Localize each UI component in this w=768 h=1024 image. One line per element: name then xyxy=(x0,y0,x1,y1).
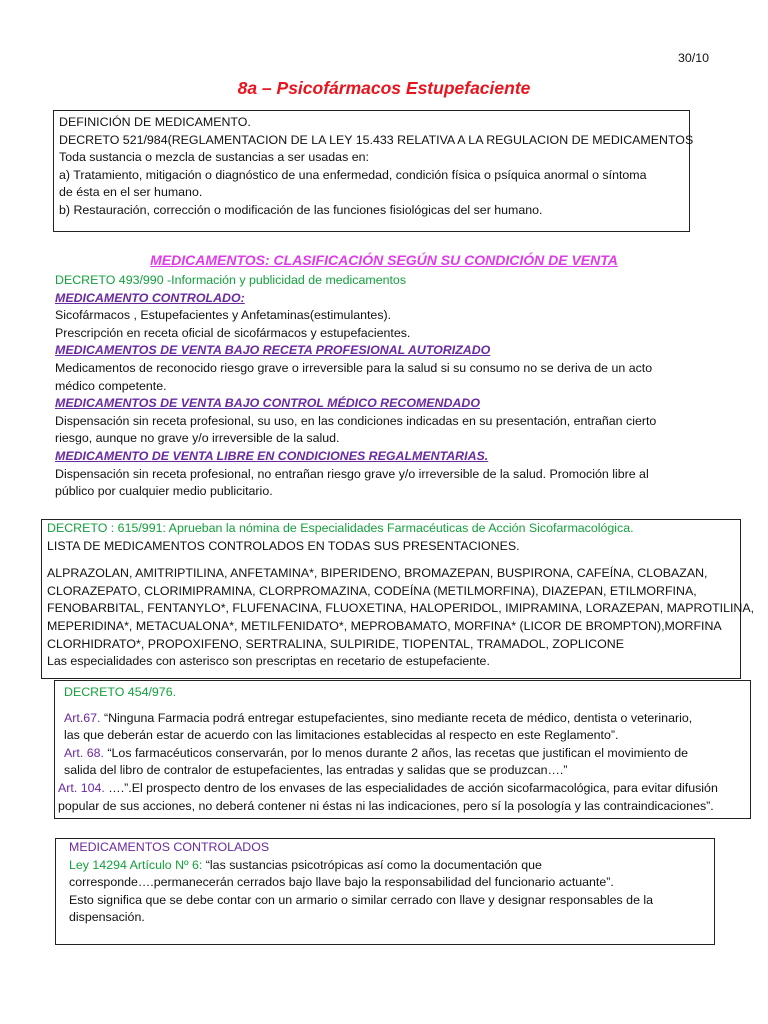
controlled-text: “las sustancias psicotrópicas así como la documentación que xyxy=(205,857,542,872)
category-line: Medicamentos de reconocido riesgo grave o irreversible para la salud si su consumo no se deriva de un acto xyxy=(55,360,653,375)
controlled-text: corresponde….permanecerán cerrados bajo llave bajo la responsabilidad del funcionario actuante”. xyxy=(69,875,614,890)
drug-list-line: FENOBARBITAL, FENTANYLO*, FLUFENACINA, FLUOXETINA, HALOPERIDOL, IMIPRAMINA, LORAZEPAN, MAPROTILINA, xyxy=(47,601,755,616)
decree-615: DECRETO : 615/991: Aprueban la nómina de Especialidades Farmacéuticas de Acción Sicofarmacológica. xyxy=(47,521,634,535)
drug-list-line: CLORHIDRATO*, PROPOXIFENO, SERTRALINA, SULPIRIDE, TIOPENTAL, TRAMADOL, ZOPLICONE xyxy=(47,636,624,651)
article-text: ….”.El prospecto dentro de los envases de las especialidades de acción sicofarmacológica, para evitar difusión xyxy=(108,780,718,795)
article-text: salida del libro de contralor de estupefacientes, las entradas y salidas que se produzcan….” xyxy=(64,763,568,778)
drug-list-line: CLORAZEPATO, CLORIMIPRAMINA, CLORPROMAZINA, CODEÍNA (METILMORFINA), DIAZEPAN, ETILMORFINA, xyxy=(47,583,697,598)
definition-line: a) Tratamiento, mitigación o diagnóstico de una enfermedad, condición física o psíquica anormal o síntoma xyxy=(59,167,647,182)
category-line: médico competente. xyxy=(55,378,167,393)
article-label: Art. 68. xyxy=(64,745,104,760)
category-line: Prescripción en receta oficial de sicofármacos y estupefacientes. xyxy=(55,325,411,340)
category-line: Sicofármacos , Estupefacientes y Anfetaminas(estimulantes). xyxy=(55,308,392,323)
definition-line: de ésta en el ser humano. xyxy=(59,185,203,200)
definition-line: DECRETO 521/984(REGLAMENTACION DE LA LEY 15.433 RELATIVA A LA REGULACION DE MEDICAMENTOS xyxy=(59,132,694,147)
decree-493: DECRETO 493/990 -Información y publicidad de medicamentos xyxy=(55,273,407,287)
article-text: “Ninguna Farmacia podrá entregar estupefacientes, sino mediante receta de médico, dentista o veterinario, xyxy=(103,710,693,725)
page-number: 30/10 xyxy=(678,51,710,65)
category-heading-controlled: MEDICAMENTO CONTROLADO: xyxy=(55,290,245,305)
article-text: “Los farmacéuticos conservarán, por lo menos durante 2 años, las recetas que justifican el movimiento de xyxy=(107,745,688,760)
category-line: riesgo, aunque no grave y/o irreversible de la salud. xyxy=(55,431,340,446)
category-heading-medical-control: MEDICAMENTOS DE VENTA BAJO CONTROL MÉDICO RECOMENDADO xyxy=(55,396,480,411)
article-text: las que deberán estar de acuerdo con las limitaciones establecidas al respecto en este Reglamento”. xyxy=(64,728,619,743)
article-text: popular de sus acciones, no deberá contener ni éstas ni las indicaciones, pero sí la posología y las contraindicaciones”. xyxy=(58,798,714,813)
category-line: Dispensación sin receta profesional, su uso, en las condiciones indicadas en su presentación, entrañan cierto xyxy=(55,413,657,428)
definition-box xyxy=(53,110,694,232)
controlled-text: Esto significa que se debe contar con un armario o similar cerrado con llave y designar responsables de la xyxy=(69,892,654,907)
decree-454-box xyxy=(54,680,751,819)
drug-list-line: MEPERIDINA*, METACUALONA*, METILFENIDATO*, MEPROBAMATO, MORFINA* (LICOR DE BROMPTON),MORFINA xyxy=(47,618,722,633)
page-title: 8a – Psicofármacos Estupefaciente xyxy=(237,78,531,98)
classification-section xyxy=(55,272,656,501)
controlled-heading: MEDICAMENTOS CONTROLADOS xyxy=(69,840,270,854)
law-14294: Ley 14294 Artículo Nº 6: xyxy=(69,857,203,872)
category-line: público por cualquier medio publicitario. xyxy=(55,484,273,499)
category-heading-free-sale: MEDICAMENTO DE VENTA LIBRE EN CONDICIONES REGALMENTARIAS. xyxy=(55,448,489,463)
asterisk-note: Las especialidades con asterisco son prescriptas en recetario de estupefaciente. xyxy=(47,654,490,669)
definition-line: Toda sustancia o mezcla de sustancias a ser usadas en: xyxy=(59,150,369,165)
controlled-medicines-box xyxy=(55,838,715,945)
article-label: Art. 104. xyxy=(58,780,105,795)
definition-line: b) Restauración, corrección o modificación de las funciones fisiológicas del ser humano. xyxy=(59,202,543,217)
controlled-list-title: LISTA DE MEDICAMENTOS CONTROLADOS EN TODAS SUS PRESENTACIONES. xyxy=(47,538,520,553)
classification-heading: MEDICAMENTOS: CLASIFICACIÓN SEGÚN SU CONDICIÓN DE VENTA xyxy=(150,252,618,268)
article-label: Art.67. xyxy=(64,710,101,725)
controlled-text: dispensación. xyxy=(69,910,145,925)
category-line: Dispensación sin receta profesional, no entrañan riesgo grave y/o irreversible de la salud. Promoción libre al xyxy=(55,466,649,481)
decree-454: DECRETO 454/976. xyxy=(64,685,177,699)
drug-list-line: ALPRAZOLAN, AMITRIPTILINA, ANFETAMINA*, BIPERIDENO, BROMAZEPAN, BUSPIRONA, CAFEÍNA, CLOBAZAN, xyxy=(47,566,708,581)
decree-615-box xyxy=(41,519,755,679)
definition-line: DEFINICIÓN DE MEDICAMENTO. xyxy=(59,115,251,129)
category-heading-prescription: MEDICAMENTOS DE VENTA BAJO RECETA PROFESIONAL AUTORIZADO xyxy=(55,343,491,358)
